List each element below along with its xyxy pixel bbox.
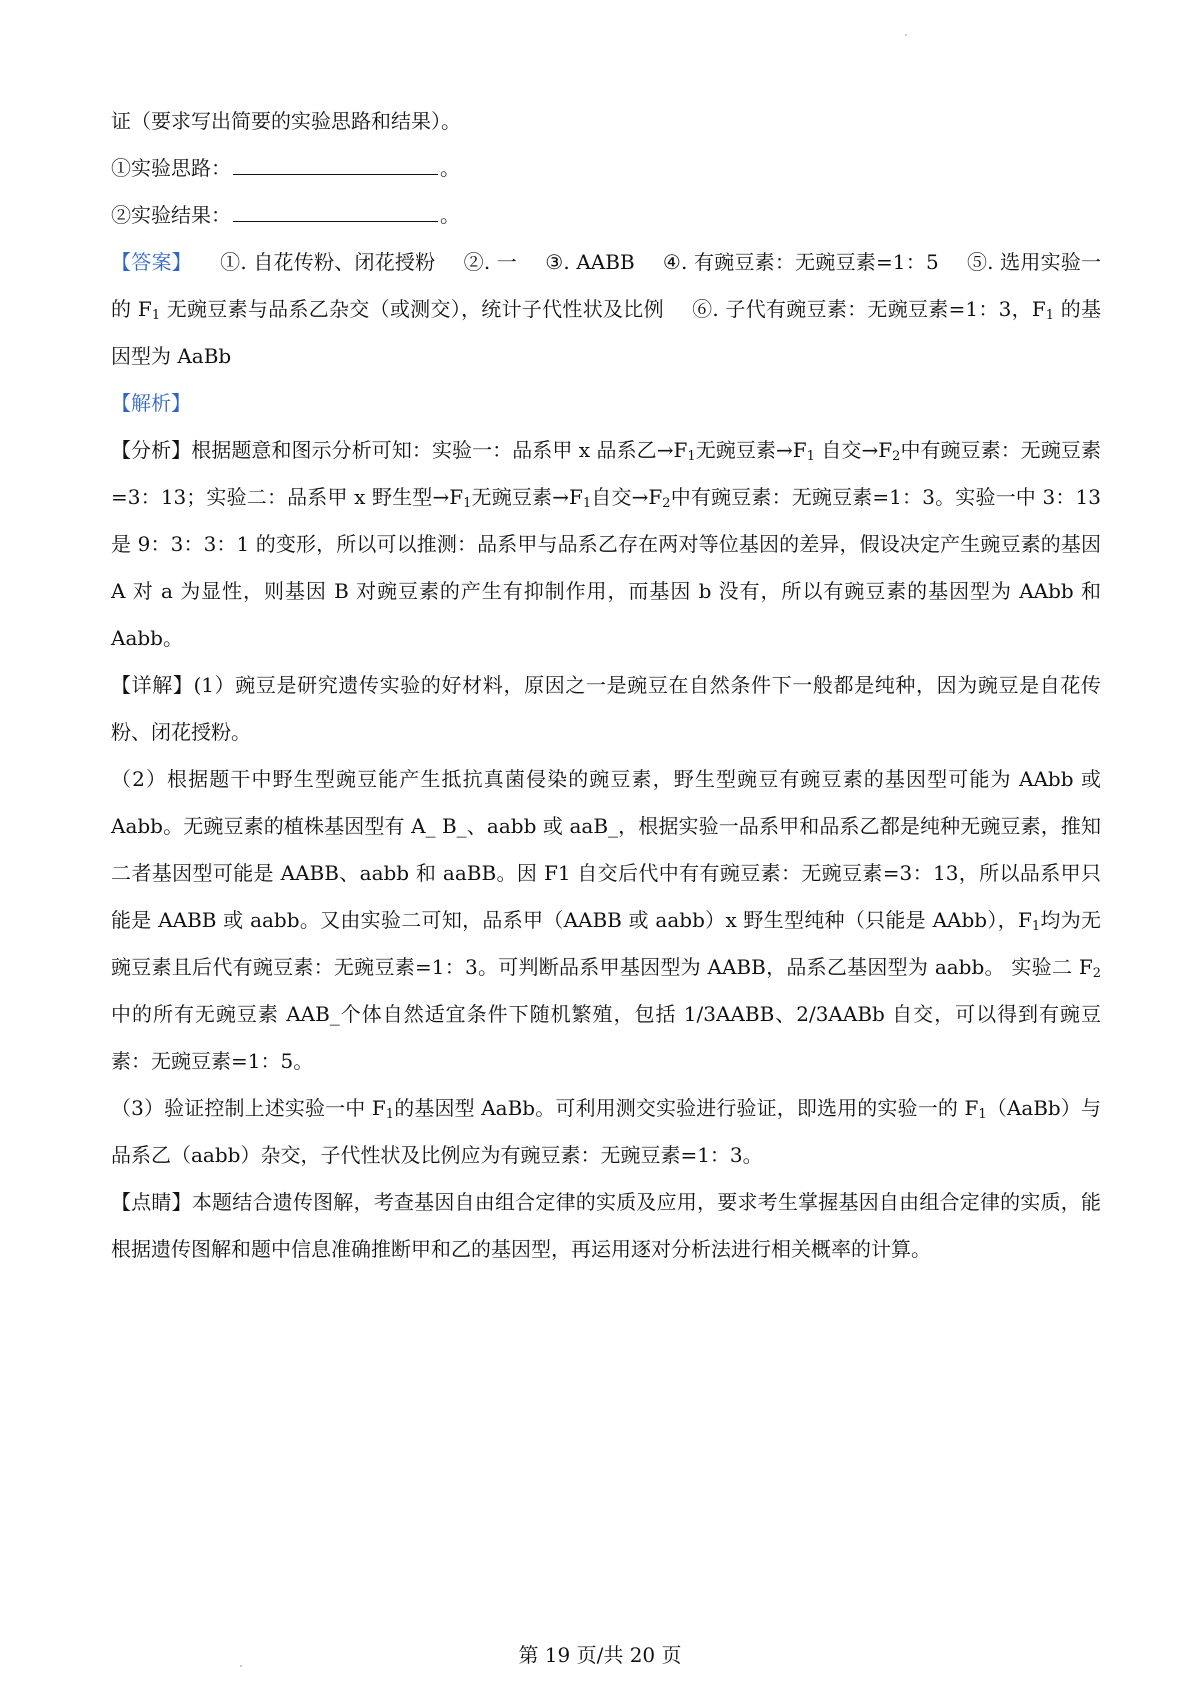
q2-end: 。 (440, 203, 460, 227)
subscript: 1 (151, 308, 161, 323)
subscript: 2 (1092, 966, 1101, 981)
answer-item-6-text: =1：3，F (948, 297, 1046, 321)
text-run: 的基因型 AaBb。可利用测交实验进行验证，即选用的实验一的 F (394, 1096, 979, 1120)
subscript: 1 (1045, 308, 1055, 323)
text-run: 自交→F (814, 438, 893, 462)
text-run: 均为无豌豆素且后代有豌豆素：无豌豆素=1：3。可判断品系甲基因型为 AABB，品系乙基因型为 aabb。 实验二 F (111, 908, 1102, 979)
text-run: 无豌豆素→F (471, 485, 583, 509)
text-run: 中有豌豆素：无豌豆素=3：13；实验二：品系甲 x 野生型→F (111, 438, 1101, 509)
q2-label: ②实验结果： (111, 203, 231, 227)
answer-item-5-text: 无豌豆素与品系乙杂交（或测交），统计子代性状及比例 (160, 297, 664, 321)
intro-line: 证（要求写出简要的实验思路和结果）。 (111, 109, 461, 133)
text-run: （3）验证控制上述实验一中 F (111, 1096, 386, 1120)
part-2-paragraph (111, 756, 1101, 1085)
xiangjie-paragraph: 【详解】(1）豌豆是研究遗传实验的好材料，原因之一是豌豆在自然条件下一般都是纯种，因为豌豆是自花传粉、闭花授粉。 (111, 673, 1101, 744)
text-run: 中的所有无豌豆素 AAB_个体自然适宜条件下随机繁殖，包括 1/3AABB、2/3AABb 自交，可以得到有豌豆素：无豌豆素=1：5。 (111, 1002, 1101, 1073)
answer-paragraph (111, 239, 1101, 380)
answer-item-1: ①. 自花传粉、闭花授粉 (219, 250, 436, 274)
text-run: （AaBb）与品系乙（aabb）杂交，子代性状及比例应为有豌豆素：无豌豆素=1：3。 (111, 1096, 1101, 1167)
question-2-line (111, 192, 1101, 239)
fenxi-paragraph (111, 427, 1101, 662)
answer-item-2: ②. 一 (463, 250, 518, 274)
analysis-heading (111, 380, 1101, 427)
text-run: 中有豌豆素：无豌豆素=1：3。实验一中 3：13 是 9：3：3：1 的变形，所以可以推测：品系甲与品系乙存在两对等位基因的差异，假设决定产生豌豆素的基因 A 对 a 为显性，则基因 B 对豌豆素的产生有抑制作用，而基因 b 没有，所以有豌豆素的基因型为 AAbb 和 Aabb。 (111, 485, 1101, 650)
subscript: 1 (978, 1107, 987, 1122)
subscript: 1 (463, 496, 472, 511)
answer-tag: 【答案】 (111, 250, 192, 274)
answer-item-4: ④. 有豌豆素：无豌豆素=1：5 (662, 250, 939, 274)
scan-dot (905, 34, 907, 36)
dianjing-paragraph: 【点睛】本题结合遗传图解，考查基因自由组合定律的实质及应用，要求考生掌握基因自由组合定律的实质，能根据遗传图解和题中信息准确推断甲和乙的基因型，再运用逐对分析法进行相关概率的计算。 (111, 1190, 1101, 1261)
question-1-line (111, 145, 1101, 192)
q1-end: 。 (440, 156, 460, 180)
subscript: 1 (1031, 919, 1041, 934)
subscript: 2 (892, 449, 901, 464)
answer-item-6: ⑥. 子代有豌豆素：无豌豆素 (691, 297, 949, 321)
text-run: 【分析】根据题意和图示分析可知：实验一：品系甲 x 品系乙→F (111, 438, 688, 462)
subscript: 1 (806, 449, 815, 464)
part-3-paragraph (111, 1085, 1101, 1179)
answer-item-5-start: ⑤. 选 (966, 250, 1021, 274)
subscript: 1 (582, 496, 592, 511)
subscript: 1 (687, 449, 696, 464)
answer-item-6-text: 的基因型为 AaBb (111, 297, 1102, 368)
subscript: 2 (662, 496, 671, 511)
answer-item-5-text: 用实验一的 F (111, 250, 1102, 321)
q1-label: ①实验思路： (111, 156, 231, 180)
answer-blank (233, 199, 438, 222)
text-run: （2）根据题干中野生型豌豆能产生抵抗真菌侵染的豌豆素，野生型豌豆有豌豆素的基因型可能为 AAbb 或 Aabb。无豌豆素的植株基因型有 A_ B_、aabb 或 aaB_，根据实验一品系甲和品系乙都是纯种无豌豆素，推知二者基因型可能是 AABB、aabb 和 aaBB。因 F1 自交后代中有有豌豆素：无豌豆素=3：13，所以品系甲只能是 AABB 或 aabb。又由实验二可知，品系甲（AABB 或 aabb）x 野生型纯种（只能是 AAbb），F (111, 767, 1101, 932)
text-run: 无豌豆素→F (695, 438, 807, 462)
answer-blank (233, 152, 438, 175)
page-content (111, 98, 1101, 1273)
page-number-footer: 第 19 页/共 20 页 (518, 1643, 682, 1667)
analysis-tag: 【解析】 (111, 391, 191, 415)
subscript: 1 (385, 1107, 395, 1122)
answer-item-3: ③. AABB (545, 250, 635, 274)
text-run: 自交→F (591, 485, 663, 509)
